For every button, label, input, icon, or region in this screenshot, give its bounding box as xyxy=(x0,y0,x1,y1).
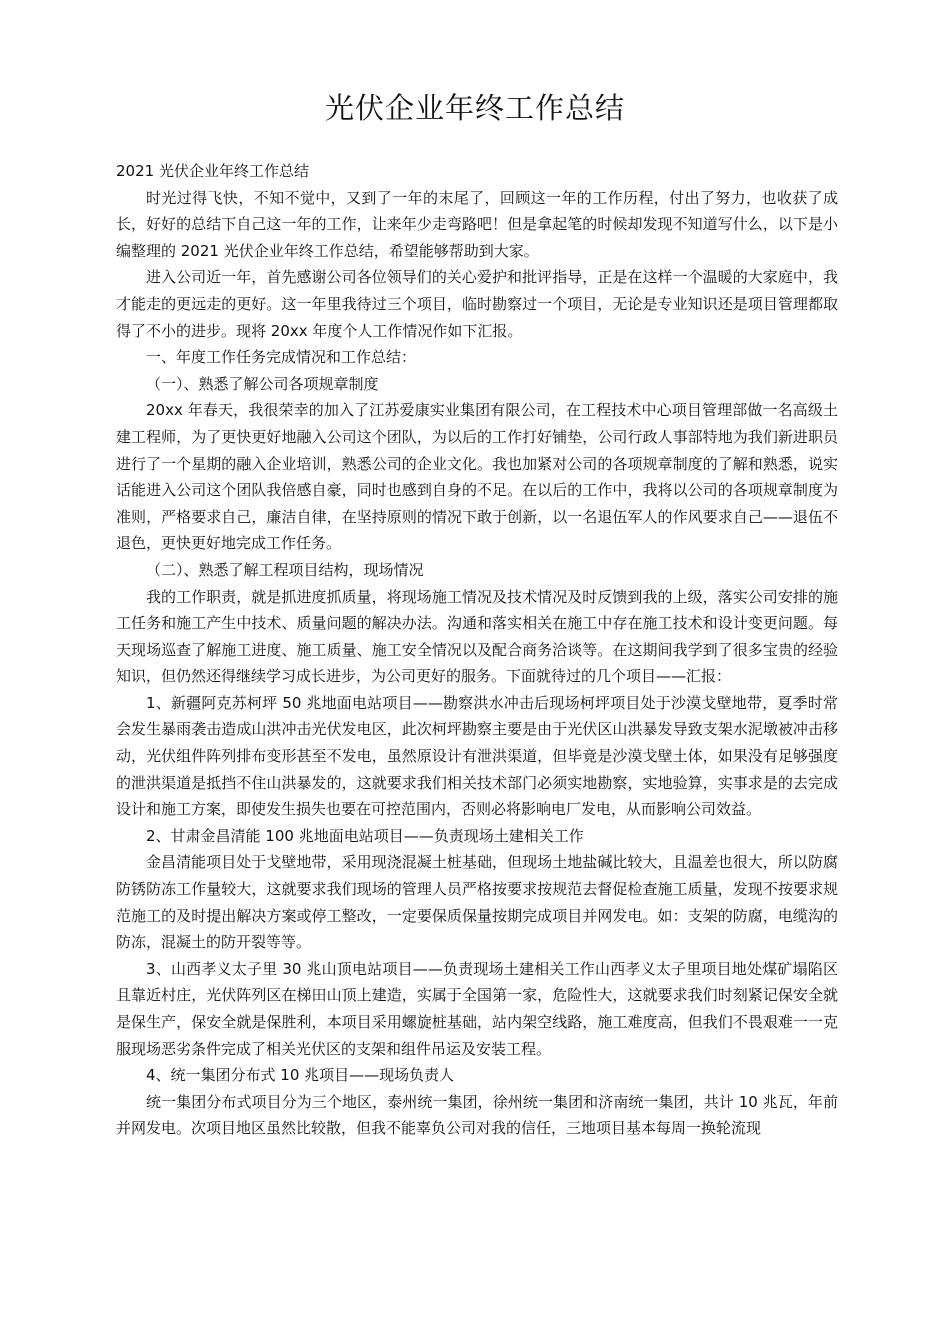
section-heading-1: 一、年度工作任务完成情况和工作总结： xyxy=(146,348,417,367)
paragraph-project-1: 1、新疆阿克苏柯坪 50 兆地面电站项目——勘察洪水冲击后现场柯坪项目处于沙漠戈壁地带，夏季时常会发生暴雨袭击造成山洪冲击光伏发电区，此次柯坪勘察主要是由于光伏区山洪暴发导致支架水泥墩被冲击移动，光伏组件阵列排布变形甚至不发电，虽然原设计有泄洪渠道，但毕竟是沙漠戈壁土体，如果没有足够强度的泄洪渠道是抵挡不住山洪暴发的，这就要求我们相关技术部门必须实地勘察，实地验算，实事求是的去完成设计和施工方案，即使发生损失也要在可控范围内，否则必将影响电厂发电，从而影响公司效益。 xyxy=(116,693,838,819)
document-title: 光伏企业年终工作总结 xyxy=(324,91,625,125)
document-body xyxy=(116,158,838,1142)
paragraph-project-2: 金昌清能项目处于戈壁地带，采用现浇混凝土桩基础，但现场土地盐碱比较大，且温差也很大，所以防腐防锈防冻工作量较大，这就要求我们现场的管理人员严格按要求按规范去督促检查施工质量，发现不按要求规范施工的及时提出解决方案或停工整改，一定要保质保量按期完成项目并网发电。如：支架的防腐，电缆沟的防冻，混凝土的防开裂等等。 xyxy=(116,853,838,952)
subsection-heading-1: （一）、熟悉了解公司各项规章制度 xyxy=(146,374,379,393)
paragraph-project-4: 统一集团分布式项目分为三个地区，泰州统一集团，徐州统一集团和济南统一集团，共计 10 兆瓦，年前并网发电。次项目地区虽然比较散，但我不能辜负公司对我的信任，三地项目基本每周一换轮流现 xyxy=(116,1092,838,1138)
paragraph-duties: 我的工作职责，就是抓进度抓质量，将现场施工情况及技术情况及时反馈到我的上级，落实公司安排的施工任务和施工产生中技术、质量问题的解决办法。沟通和落实相关在施工中存在施工技术和设计变更问题。每天现场巡查了解施工进度、施工质量、施工安全情况以及配合商务洽谈等。在这期间我学到了很多宝贵的经验知识，但仍然还得继续学习成长进步，为公司更好的服务。下面就待过的几个项目——汇报： xyxy=(116,587,838,686)
subtitle-line: 2021 光伏企业年终工作总结 xyxy=(116,162,309,180)
project-heading-4: 4、统一集团分布式 10 兆项目——现场负责人 xyxy=(146,1066,455,1085)
paragraph-opening: 进入公司近一年，首先感谢公司各位领导们的关心爱护和批评指导，正是在这样一个温暖的大家庭中，我才能走的更远走的更好。这一年里我待过三个项目，临时勘察过一个项目，无论是专业知识还是项目管理都取得了不小的进步。现将 20xx 年度个人工作情况作如下汇报。 xyxy=(116,268,838,340)
paragraph-project-3: 3、山西孝义太子里 30 兆山顶电站项目——负责现场土建相关工作山西孝义太子里项目地处煤矿塌陷区且靠近村庄，光伏阵列区在梯田山顶上建造，实属于全国第一家，危险性大，这就要求我们时刻紧记保安全就是保生产，保安全就是保胜利，本项目采用螺旋桩基础，站内架空线路，施工难度高，但我们不畏艰难一一克服现场恶劣条件完成了相关光伏区的支架和组件吊运及安装工程。 xyxy=(116,959,838,1058)
paragraph-intro: 时光过得飞快，不知不觉中，又到了一年的末尾了，回顾这一年的工作历程，付出了努力，也收获了成长，好好的总结下自己这一年的工作，让来年少走弯路吧！但是拿起笔的时候却发现不知道写什么，以下是小编整理的 2021 光伏企业年终工作总结，希望能够帮助到大家。 xyxy=(116,188,838,260)
project-heading-2: 2、甘肃金昌清能 100 兆地面电站项目——负责现场土建相关工作 xyxy=(146,826,584,845)
paragraph-rules: 20xx 年春天，我很荣幸的加入了江苏爱康实业集团有限公司，在工程技术中心项目管理部做一名高级土建工程师，为了更快更好地融入公司这个团队，为以后的工作打好铺垫，公司行政人事部特地为我们新进职员进行了一个星期的融入企业培训，熟悉公司的企业文化。我也加紧对公司的各项规章制度的了解和熟悉，说实话能进入公司这个团队我倍感自豪，同时也感到自身的不足。在以后的工作中，我将以公司的各项规章制度为准则，严格要求自己，廉洁自律，在坚持原则的情况下敢于创新，以一名退伍军人的作风要求自己——退伍不退色，更快更好地完成工作任务。 xyxy=(116,401,838,553)
subsection-heading-2: （二）、熟悉了解工程项目结构，现场情况 xyxy=(146,560,424,579)
